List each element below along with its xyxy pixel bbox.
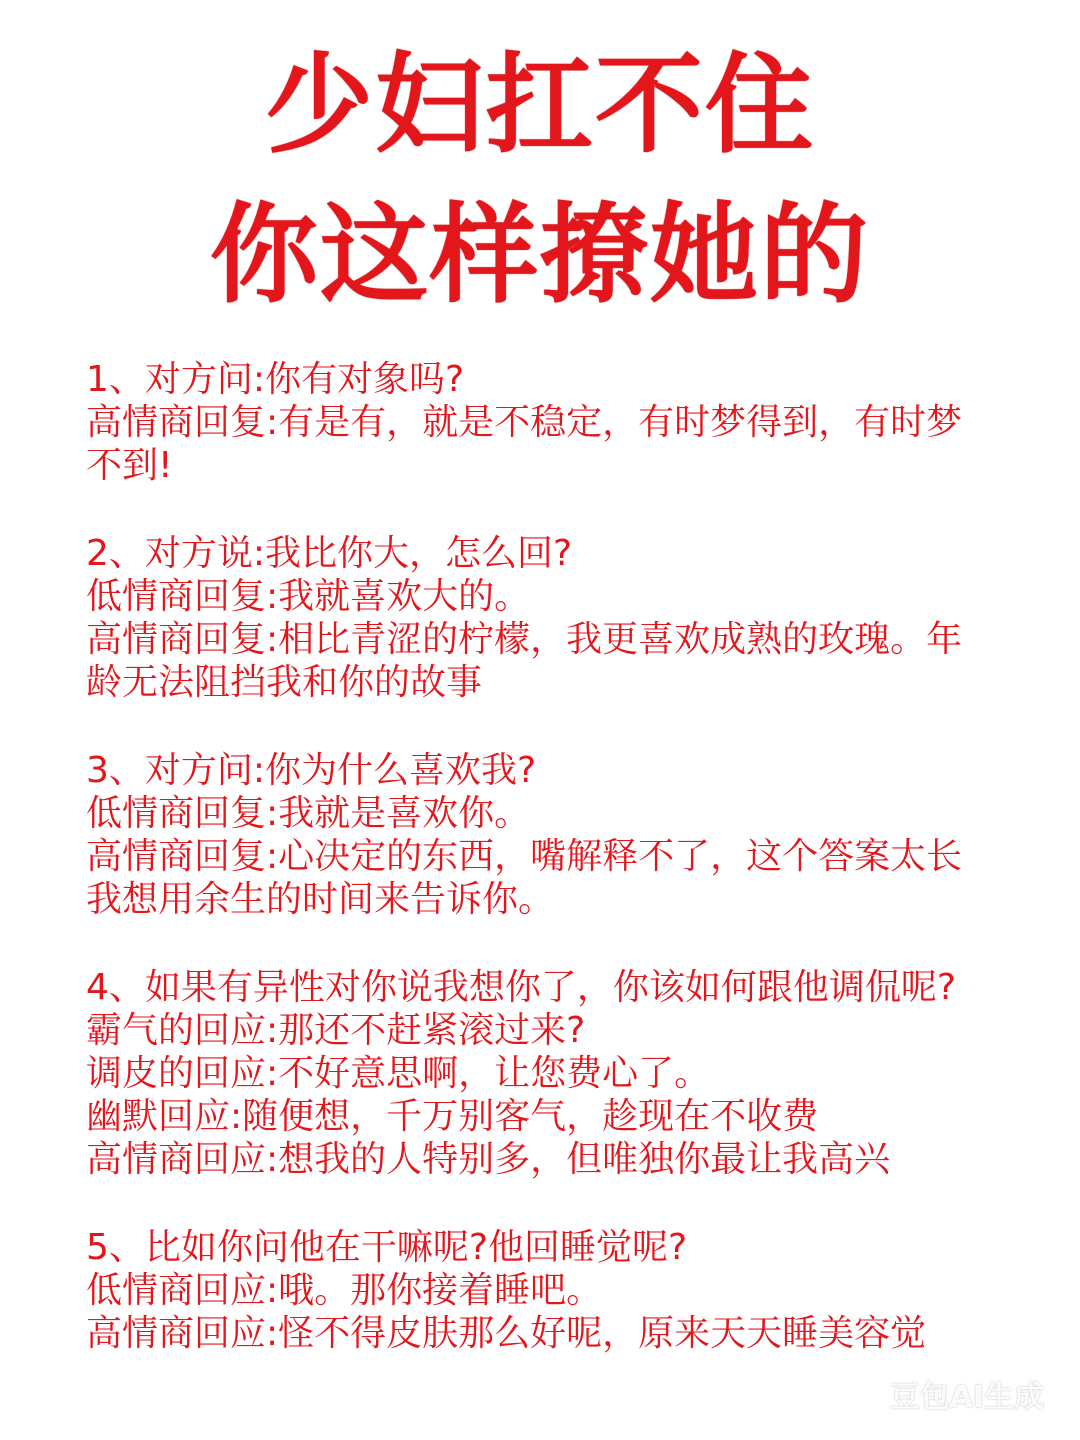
reply-line: 霸气的回应:那还不赶紧滚过来? <box>86 1010 586 1051</box>
question-line: 3、对方问:你为什么喜欢我? <box>86 750 537 791</box>
question-line: 2、对方说:我比你大，怎么回? <box>86 533 573 574</box>
reply-line: 低情商回复:我就喜欢大的。 <box>86 576 531 617</box>
reply-line: 幽默回应:随便想，千万别客气，趁现在不收费 <box>86 1096 819 1137</box>
reply-line: 低情商回应:哦。那你接着睡吧。 <box>86 1270 603 1311</box>
reply-line: 高情商回应:怪不得皮肤那么好呢，原来天天睡美容觉 <box>86 1313 927 1354</box>
title-line-1: 少妇扛不住 <box>264 43 815 168</box>
qa-section-4 <box>86 966 986 1181</box>
question-line: 5、比如你问他在干嘛呢?他回睡觉呢? <box>86 1227 688 1268</box>
reply-line: 低情商回复:我就是喜欢你。 <box>86 793 531 834</box>
qa-section-3 <box>86 749 986 921</box>
qa-list <box>86 358 986 1400</box>
reply-line: 调皮的回应:不好意思啊，让您费心了。 <box>86 1053 711 1094</box>
reply-line: 高情商回复:心决定的东西，嘴解释不了，这个答案太长我想用余生的时间来告诉你。 <box>86 836 963 920</box>
reply-line: 高情商回应:想我的人特别多，但唯独你最让我高兴 <box>86 1139 891 1180</box>
watermark: 豆包AI生成 <box>889 1380 1044 1415</box>
reply-line: 高情商回复:相比青涩的柠檬，我更喜欢成熟的玫瑰。年龄无法阻挡我和你的故事 <box>86 619 963 703</box>
qa-section-2 <box>86 532 986 704</box>
qa-section-5 <box>86 1226 986 1355</box>
question-line: 1、对方问:你有对象吗? <box>86 359 465 400</box>
qa-section-1 <box>86 358 986 487</box>
title-line-2: 你这样撩她的 <box>209 193 870 318</box>
reply-line: 高情商回复:有是有，就是不稳定，有时梦得到，有时梦不到! <box>86 402 963 486</box>
question-line: 4、如果有异性对你说我想你了，你该如何跟他调侃呢? <box>86 967 957 1008</box>
